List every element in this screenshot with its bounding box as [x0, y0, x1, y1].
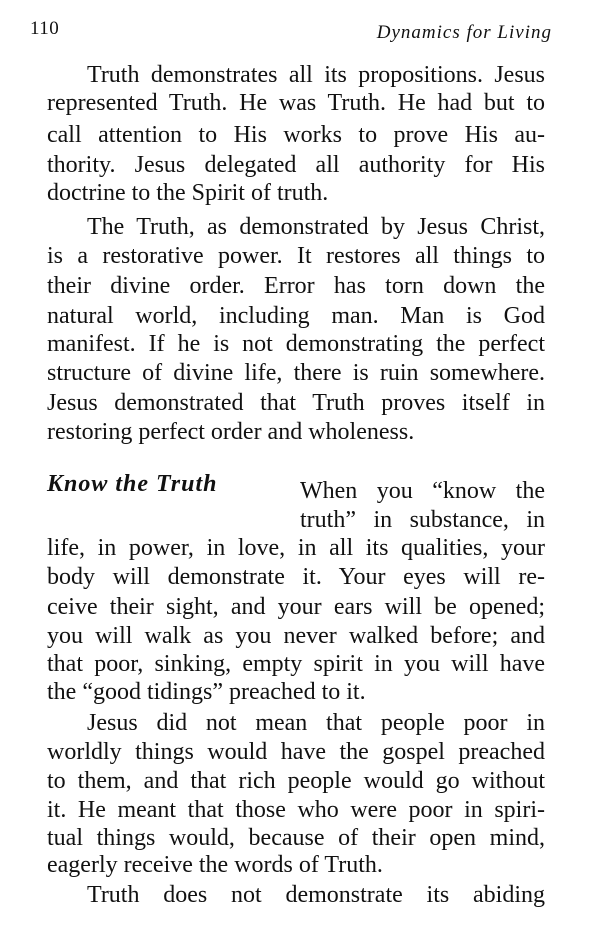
text-line: Truth demonstrates all its propositions. Jesus: [87, 62, 545, 88]
text-line: call attention to His works to prove His au-: [47, 122, 545, 148]
text-line: thority. Jesus delegated all authority for His: [47, 152, 545, 178]
text-line: to them, and that rich people would go without: [47, 768, 545, 794]
running-head: [30, 16, 552, 46]
text-line: manifest. If he is not demonstrating the perfect: [47, 331, 545, 357]
text-line: body will demonstrate it. Your eyes will re-: [47, 564, 545, 590]
text-line: natural world, including man. Man is God: [47, 303, 545, 329]
text-line: their divine order. Error has torn down the: [47, 273, 545, 299]
text-line: eagerly receive the words of Truth.: [47, 852, 383, 878]
text-line: it. He meant that those who were poor in spiri-: [47, 797, 545, 823]
text-line: The Truth, as demonstrated by Jesus Christ,: [87, 214, 545, 240]
text-line: doctrine to the Spirit of truth.: [47, 180, 329, 206]
text-line: you will walk as you never walked before; and: [47, 623, 545, 649]
text-line: ceive their sight, and your ears will be opened;: [47, 594, 545, 620]
text-line: worldly things would have the gospel preached: [47, 739, 545, 765]
text-line: represented Truth. He was Truth. He had but to: [47, 90, 545, 116]
text-line: tual things would, because of their open mind,: [47, 825, 545, 851]
page-number: 110: [30, 18, 60, 39]
text-line: truth” in substance, in: [300, 507, 545, 533]
book-title: Dynamics for Living: [376, 22, 552, 43]
text-line: the “good tidings” preached to it.: [47, 679, 366, 705]
text-line: that poor, sinking, empty spirit in you will have: [47, 651, 545, 677]
text-line: Jesus demonstrated that Truth proves itself in: [47, 390, 545, 416]
text-line: Jesus did not mean that people poor in: [87, 710, 545, 736]
text-line: is a restorative power. It restores all things to: [47, 243, 545, 269]
text-line: When you “know the: [300, 478, 545, 504]
text-line: Truth does not demonstrate its abiding: [87, 882, 545, 908]
text-line: life, in power, in love, in all its qualities, your: [47, 535, 545, 561]
section-heading: Know the Truth: [47, 471, 218, 497]
text-line: structure of divine life, there is ruin somewhere.: [47, 360, 545, 386]
text-line: restoring perfect order and wholeness.: [47, 419, 415, 445]
